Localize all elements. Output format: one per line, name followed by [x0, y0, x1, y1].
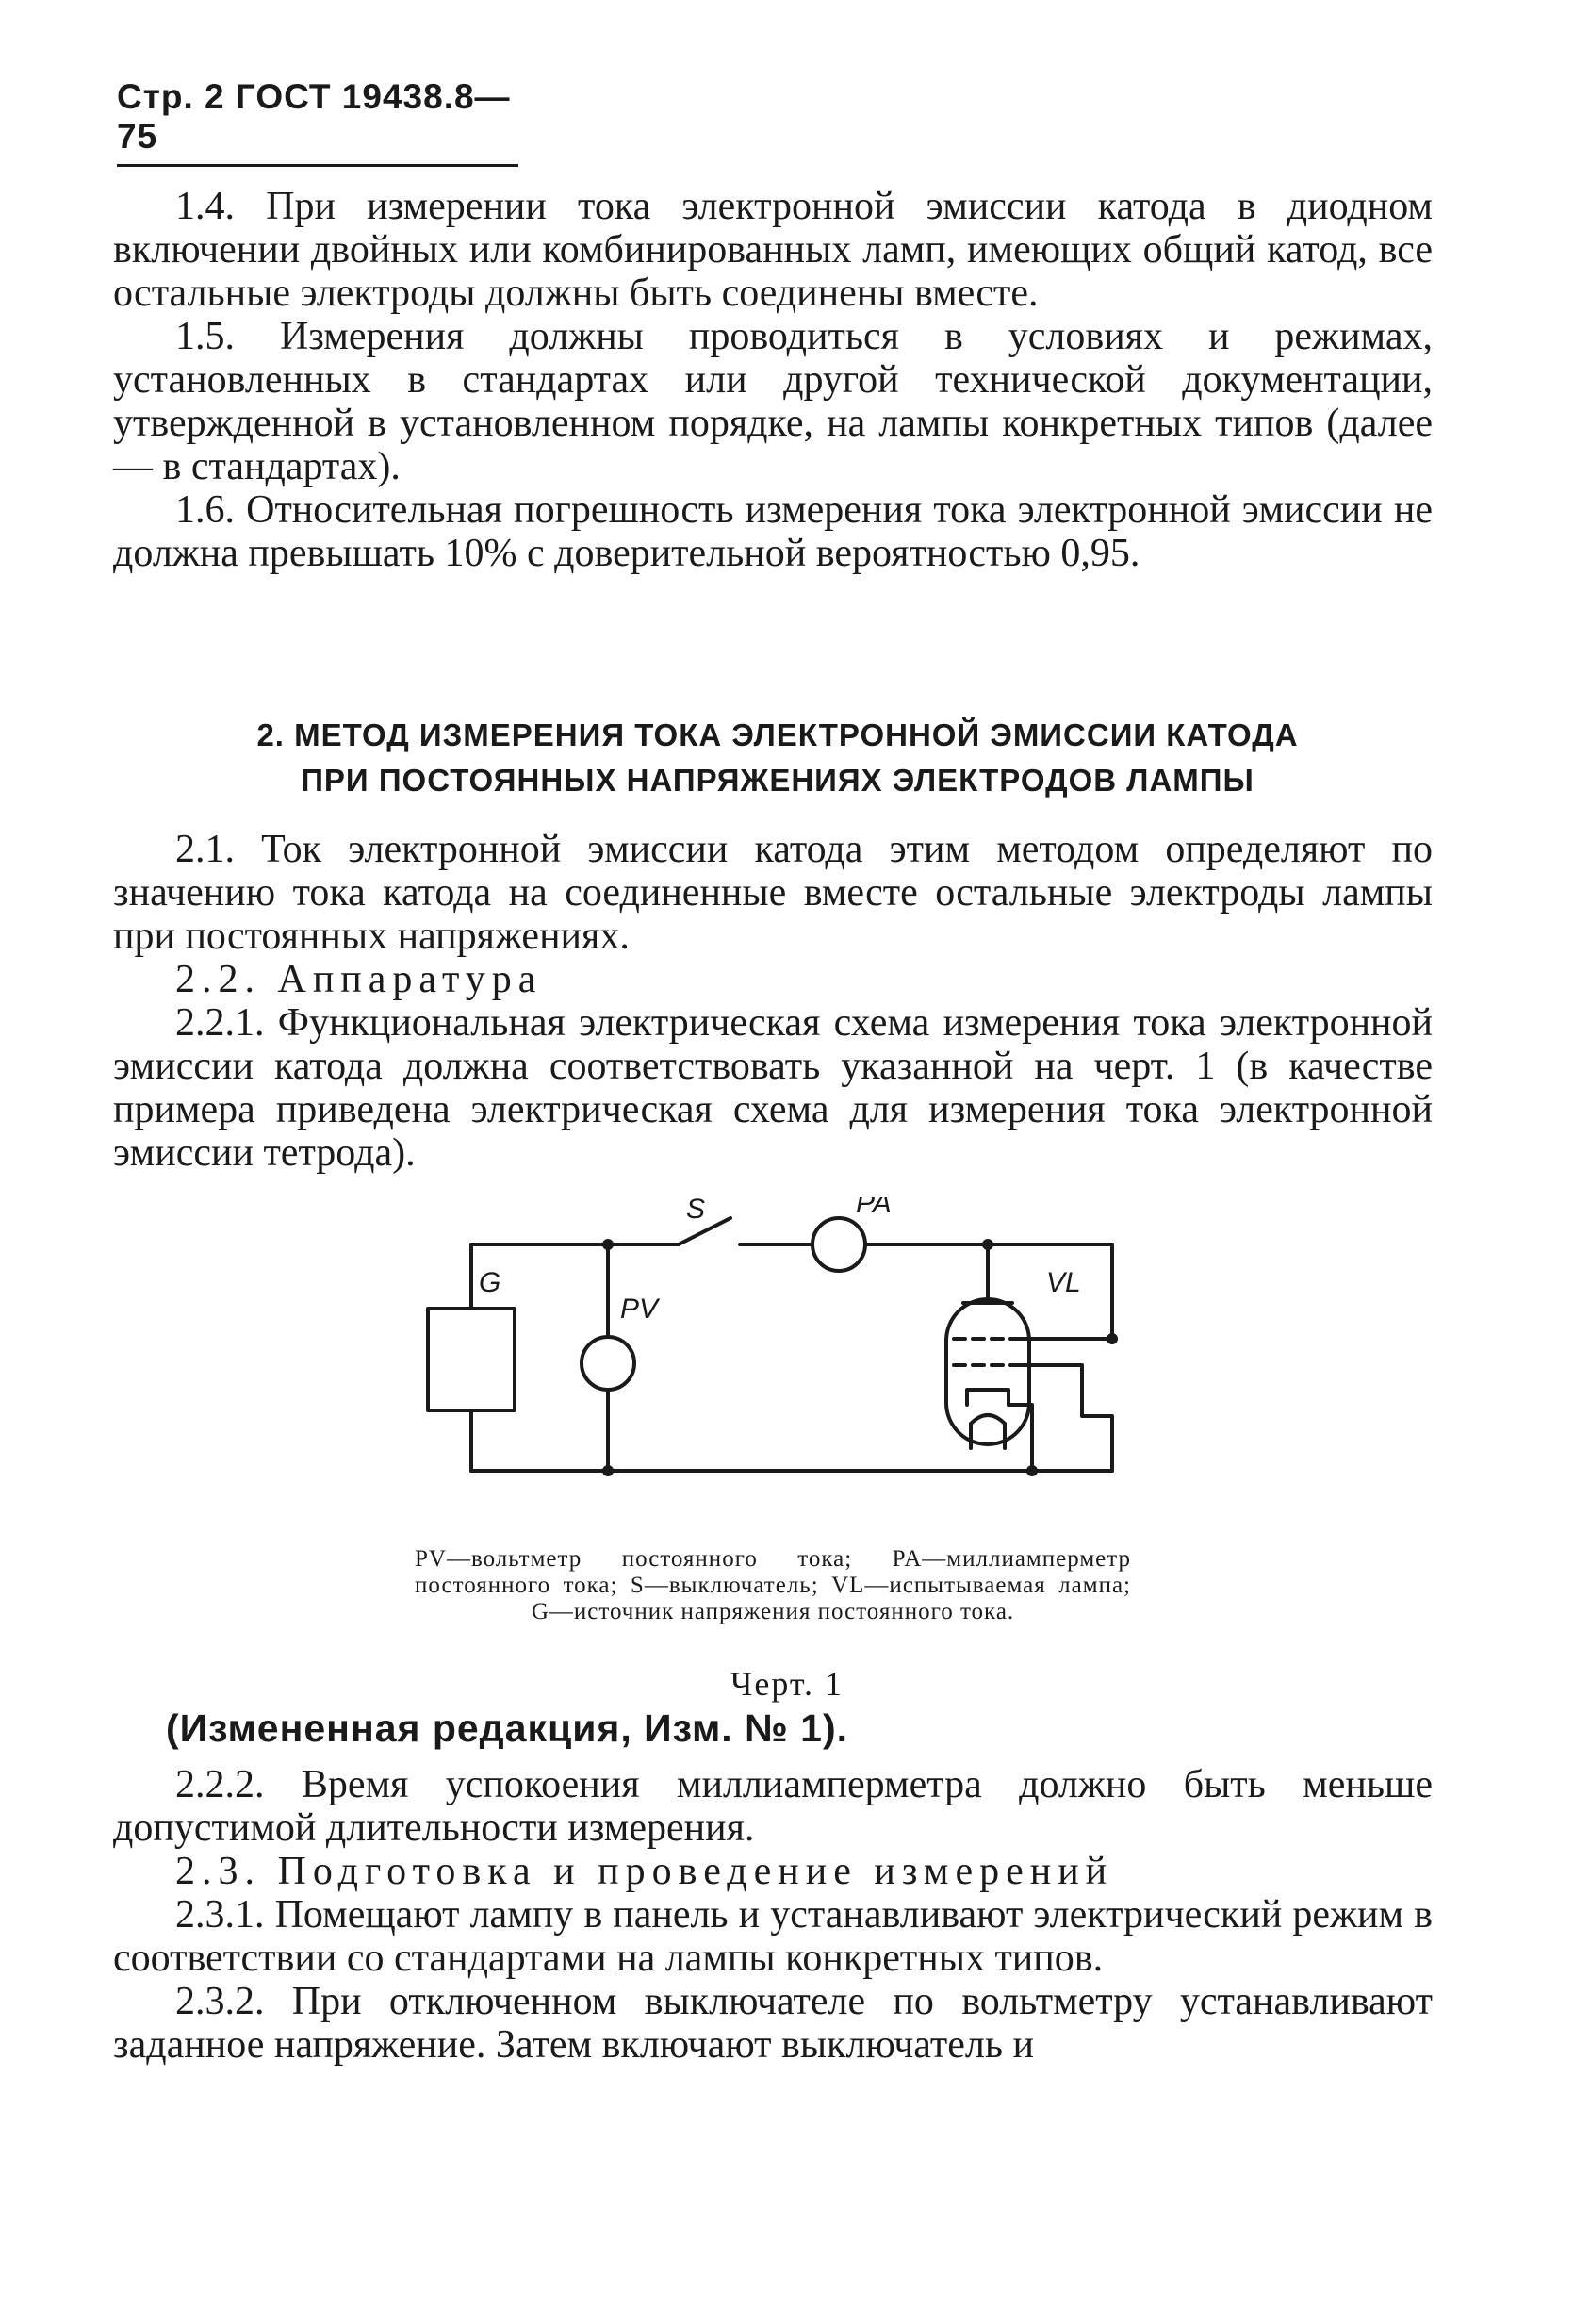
ammeter-pa	[812, 1218, 865, 1271]
clause-2-2-2: 2.2.2. Время успокоения миллиамперметра должно быть меньше допустимой длительности измерения.	[113, 1763, 1433, 1850]
clause-2-1: 2.1. Ток электронной эмиссии катода этим методом определяют по значению тока катода на соединенные вместе остальные электроды лампы при постоянных напряжениях.	[113, 828, 1433, 958]
junction-top-pv	[602, 1239, 614, 1250]
wire-grid-2	[1023, 1365, 1112, 1471]
circuit-diagram	[405, 1197, 1159, 1508]
clause-1-4: 1.4. При измерении тока электронной эмиссии катода в диодном включении двойных или комбинированных ламп, имеющих общий катод, все остальные электроды должны быть соединены вместе.	[113, 185, 1433, 315]
junction-bottom-pv	[602, 1465, 614, 1476]
clauses-2	[113, 828, 1433, 1175]
label-s: S	[686, 1197, 706, 1225]
section-2-title	[123, 713, 1433, 803]
clause-2-2: 2.2. Аппаратура	[175, 958, 543, 1001]
circuit-svg	[405, 1197, 1159, 1508]
voltmeter-pv	[582, 1337, 634, 1390]
junction-bottom-cathode	[1026, 1465, 1038, 1476]
figure-title: Черт. 1	[730, 1665, 844, 1703]
clause-2-3-2: 2.3.2. При отключенном выключателе по вольтметру устанавливают заданное напряжение. Затем включают выключатель и	[113, 1980, 1433, 2067]
page-header: Стр. 2 ГОСТ 19438.8—75	[117, 77, 518, 167]
clause-2-3: 2.3. Подготовка и проведение измерений	[175, 1850, 1114, 1893]
junction-top-anode	[982, 1239, 993, 1250]
label-pv: PV	[620, 1294, 659, 1325]
figure-caption-text: PV—вольтметр постоянного тока; PA—миллиамперметр постоянного тока; S—выключатель; VL—испытываемая лампа; G—источник напряжения постоянного тока.	[415, 1546, 1131, 1624]
clauses-3	[113, 1763, 1433, 2067]
clause-1-6: 1.6. Относительная погрешность измерения тока электронной эмиссии не должна превышать 10% с доверительной вероятностью 0,95.	[113, 488, 1433, 575]
clause-1-5: 1.5. Измерения должны проводиться в условиях и режимах, установленных в стандартах или другой технической документации, утвержденной в установленном порядке, на лампы конкретных типов (далее — в стандартах).	[113, 315, 1433, 488]
label-g: G	[479, 1267, 501, 1298]
label-pa: PA	[856, 1197, 892, 1219]
clause-2-2-1: 2.2.1. Функциональная электрическая схема измерения тока электронной эмиссии катода должна соответствовать указанной на черт. 1 (в качестве примера приведена электрическая схема для измерения тока электронной эмиссии тетрода).	[113, 1001, 1433, 1175]
label-vl: VL	[1046, 1267, 1081, 1298]
heater	[971, 1415, 1005, 1424]
section-2-title-line1: 2. МЕТОД ИЗМЕРЕНИЯ ТОКА ЭЛЕКТРОННОЙ ЭМИССИИ КАТОДА	[256, 717, 1299, 752]
junction-right	[1107, 1333, 1118, 1344]
tube-vl	[946, 1299, 1029, 1444]
source-g	[428, 1309, 515, 1410]
clauses-1	[113, 185, 1433, 575]
cathode	[967, 1390, 1008, 1405]
amendment-note: (Измененная редакция, Изм. № 1).	[166, 1706, 849, 1750]
clause-2-3-1: 2.3.1. Помещают лампу в панель и устанавливают электрический режим в соответствии со стандартами на лампы конкретных типов.	[113, 1893, 1433, 1980]
figure-caption	[415, 1546, 1131, 1625]
section-2-title-line2: ПРИ ПОСТОЯННЫХ НАПРЯЖЕНИЯХ ЭЛЕКТРОДОВ ЛАМПЫ	[301, 763, 1254, 798]
